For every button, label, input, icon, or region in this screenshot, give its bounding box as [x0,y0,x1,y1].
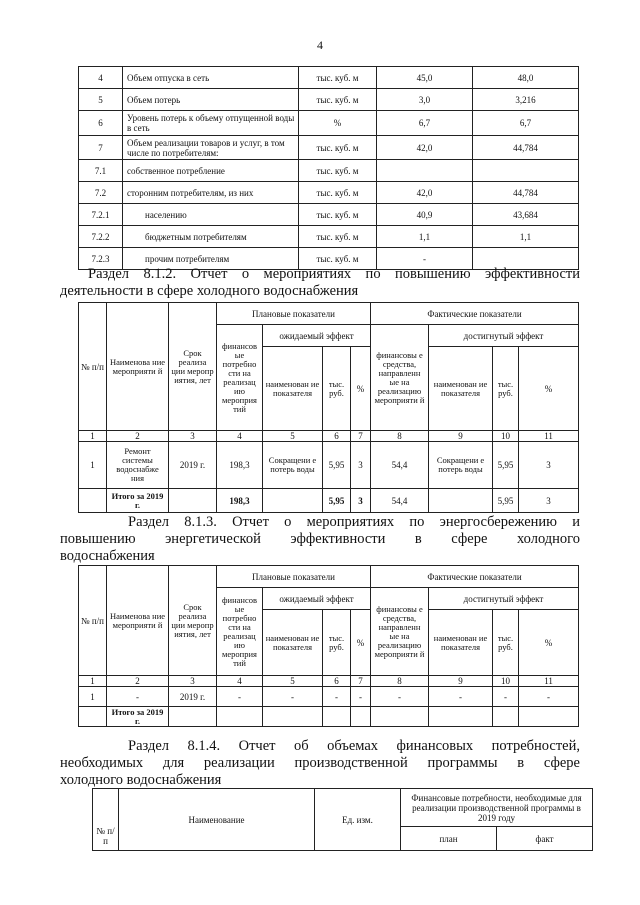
heading-line: Раздел 8.1.3. Отчет о мероприятиях по энергосбережению и [128,514,580,530]
col-number: 11 [519,431,579,442]
indicator-name: Объем потерь [123,89,299,111]
col-header-indicator: наименован ие показателя [263,347,323,431]
indicator-fact: Сокращени е потерь воды [429,442,493,489]
col-header-num: № п/п [79,566,107,676]
total-row [79,707,579,727]
indicator-fact: - [429,687,493,707]
fin-fact: - [371,687,429,707]
col-header-rub: тыс. руб. [323,347,351,431]
col-header-indicator: наименован ие показателя [263,610,323,676]
row-number: 7.2.2 [79,226,123,248]
fact-value: 44,784 [473,136,579,160]
pct-plan: 3 [351,442,371,489]
indicator-name: прочим потребителям [123,248,299,270]
table-row [79,442,579,489]
col-header-fin-need: финансов ые потребно сти на реализац ию мероприя тий [217,588,263,676]
term: 2019 г. [169,442,217,489]
section-8-1-4-heading [128,738,580,755]
col-header-fin-need: финансов ые потребно сти на реализац ию мероприя тий [217,325,263,431]
fin-plan: 198,3 [217,442,263,489]
fact-value: 3,216 [473,89,579,111]
header-row [79,566,579,588]
unit-cell: тыс. куб. м [299,89,377,111]
row-number: 7.2 [79,182,123,204]
pct-fact: 3 [519,442,579,489]
heading-line: повышению энергетической эффективности в сфере холодного [60,531,580,547]
col-header-fin-needs: Финансовые потребности, необходимые для реализации производственной программы в 2019 году [401,789,593,827]
section-8-1-4-heading-cont [60,755,580,789]
heading-line: холодного водоснабжения [60,772,222,788]
fin-fact: 54,4 [371,442,429,489]
plan-value: 42,0 [377,136,473,160]
col-number: 10 [493,676,519,687]
col-number: 7 [351,431,371,442]
col-number: 6 [323,431,351,442]
col-header-expected: ожидаемый эффект [263,325,371,347]
section-8-1-3-heading-cont [60,531,580,565]
row-number: 7.1 [79,160,123,182]
unit-cell: % [299,111,377,136]
row-number: 1 [79,442,107,489]
total-fin-plan: 198,3 [217,489,263,513]
measure-name: Ремонт системы водоснабже ния [107,442,169,489]
total-rub-plan: 5,95 [323,489,351,513]
efficiency-measures-table [78,302,579,513]
col-number: 11 [519,676,579,687]
col-header-rub: тыс. руб. [323,610,351,676]
section-8-1-2-heading [88,266,580,283]
fin-plan: - [217,687,263,707]
indicator-name: Уровень потерь к объему отпущенной воды в сеть [123,111,299,136]
col-number: 4 [217,431,263,442]
table-row [79,111,579,136]
financial-needs-table [92,788,593,851]
indicator-name: бюджетным потребителям [123,226,299,248]
table-row [79,67,579,89]
col-number: 9 [429,431,493,442]
indicator-plan: Сокращени е потерь воды [263,442,323,489]
col-header-actual: Фактические показатели [371,303,579,325]
measure-name: - [107,687,169,707]
unit-cell: тыс. куб. м [299,226,377,248]
unit-cell: тыс. куб. м [299,67,377,89]
plan-value: 42,0 [377,182,473,204]
production-indicators-table [78,66,579,270]
plan-value: 40,9 [377,204,473,226]
row-number: 4 [79,67,123,89]
col-header-fact: факт [497,827,593,851]
total-rub-fact: 5,95 [493,489,519,513]
col-number: 1 [79,676,107,687]
col-header-pct: % [519,347,579,431]
col-header-indicator: наименован ие показателя [429,610,493,676]
row-number: 7.2.3 [79,248,123,270]
indicator-name: населению [123,204,299,226]
fact-value: 1,1 [473,226,579,248]
heading-line: Раздел 8.1.4. Отчет об объемах финансовых потребностей, [128,738,580,754]
col-header-planned: Плановые показатели [217,303,371,325]
col-header-achieved: достигнутый эффект [429,325,579,347]
total-row [79,489,579,513]
col-number: 8 [371,676,429,687]
col-number: 9 [429,676,493,687]
col-header-pct: % [351,347,371,431]
table-row [79,204,579,226]
col-header-num: № п/п [93,789,119,851]
total-label: Итого за 2019 г. [107,707,169,727]
col-number: 1 [79,431,107,442]
table-row [79,226,579,248]
rub-fact: - [493,687,519,707]
heading-line: Раздел 8.1.2. Отчет о мероприятиях по повышению эффективности [88,266,580,282]
header-row [93,789,593,827]
col-header-actual: Фактические показатели [371,566,579,588]
col-header-unit: Ед. изм. [315,789,401,851]
total-pct-fact: 3 [519,489,579,513]
fact-value: 48,0 [473,67,579,89]
unit-cell: тыс. куб. м [299,204,377,226]
column-number-row [79,431,579,442]
total-fin-fact: 54,4 [371,489,429,513]
unit-cell: тыс. куб. м [299,182,377,204]
column-number-row [79,676,579,687]
indicator-plan: - [263,687,323,707]
term: 2019 г. [169,687,217,707]
col-number: 8 [371,431,429,442]
page-number: 4 [317,38,323,52]
indicator-name: собственное потребление [123,160,299,182]
row-number: 7.2.1 [79,204,123,226]
pct-fact: - [519,687,579,707]
col-header-fin-spent: финансовы е средства, направленн ые на реализацию мероприяти й [371,588,429,676]
row-number: 6 [79,111,123,136]
col-header-term: Срок реализа ции меропр иятия, лет [169,303,217,431]
total-pct-plan: 3 [351,489,371,513]
plan-value: 45,0 [377,67,473,89]
plan-value: 6,7 [377,111,473,136]
col-number: 2 [107,676,169,687]
col-number: 3 [169,431,217,442]
col-header-name: Наименова ние мероприяти й [107,566,169,676]
indicator-name: сторонним потребителям, из них [123,182,299,204]
indicator-name: Объем отпуска в сеть [123,67,299,89]
row-number: 1 [79,687,107,707]
heading-line: необходимых для реализации производственной программы в сфере [60,755,580,771]
section-8-1-3-heading [128,514,580,531]
table-row [79,136,579,160]
plan-value: 3,0 [377,89,473,111]
unit-cell: тыс. куб. м [299,160,377,182]
col-number: 5 [263,431,323,442]
fact-value: 43,684 [473,204,579,226]
fact-value: 44,784 [473,182,579,204]
unit-cell: тыс. куб. м [299,136,377,160]
energy-saving-table [78,565,579,727]
col-header-achieved: достигнутый эффект [429,588,579,610]
plan-value: - [377,248,473,270]
table-row [79,89,579,111]
col-header-pct: % [519,610,579,676]
header-row [79,303,579,325]
table-row [79,687,579,707]
heading-line: деятельности в сфере холодного водоснабжения [60,283,359,299]
col-header-name: Наименова ние мероприяти й [107,303,169,431]
fact-value: 6,7 [473,111,579,136]
col-header-name: Наименование [119,789,315,851]
col-number: 7 [351,676,371,687]
col-header-planned: Плановые показатели [217,566,371,588]
rub-fact: 5,95 [493,442,519,489]
row-number: 5 [79,89,123,111]
plan-value [377,160,473,182]
col-header-rub: тыс. руб. [493,347,519,431]
section-8-1-2-heading-cont [60,283,580,300]
col-header-term: Срок реализа ции меропр иятия, лет [169,566,217,676]
heading-line: водоснабжения [60,548,155,564]
col-number: 5 [263,676,323,687]
rub-plan: - [323,687,351,707]
unit-cell: тыс. куб. м [299,248,377,270]
indicator-name: Объем реализации товаров и услуг, в том числе по потребителям: [123,136,299,160]
col-header-expected: ожидаемый эффект [263,588,371,610]
fact-value [473,160,579,182]
col-header-fin-spent: финансовы е средства, направленн ые на реализацию мероприяти й [371,325,429,431]
col-header-plan: план [401,827,497,851]
table-row [79,160,579,182]
total-label: Итого за 2019 г. [107,489,169,513]
col-number: 6 [323,676,351,687]
col-header-num: № п/п [79,303,107,431]
col-number: 10 [493,431,519,442]
col-number: 3 [169,676,217,687]
plan-value: 1,1 [377,226,473,248]
table-row [79,182,579,204]
col-header-pct: % [351,610,371,676]
col-header-rub: тыс. руб. [493,610,519,676]
col-header-indicator: наименован ие показателя [429,347,493,431]
pct-plan: - [351,687,371,707]
rub-plan: 5,95 [323,442,351,489]
col-number: 2 [107,431,169,442]
row-number: 7 [79,136,123,160]
col-number: 4 [217,676,263,687]
